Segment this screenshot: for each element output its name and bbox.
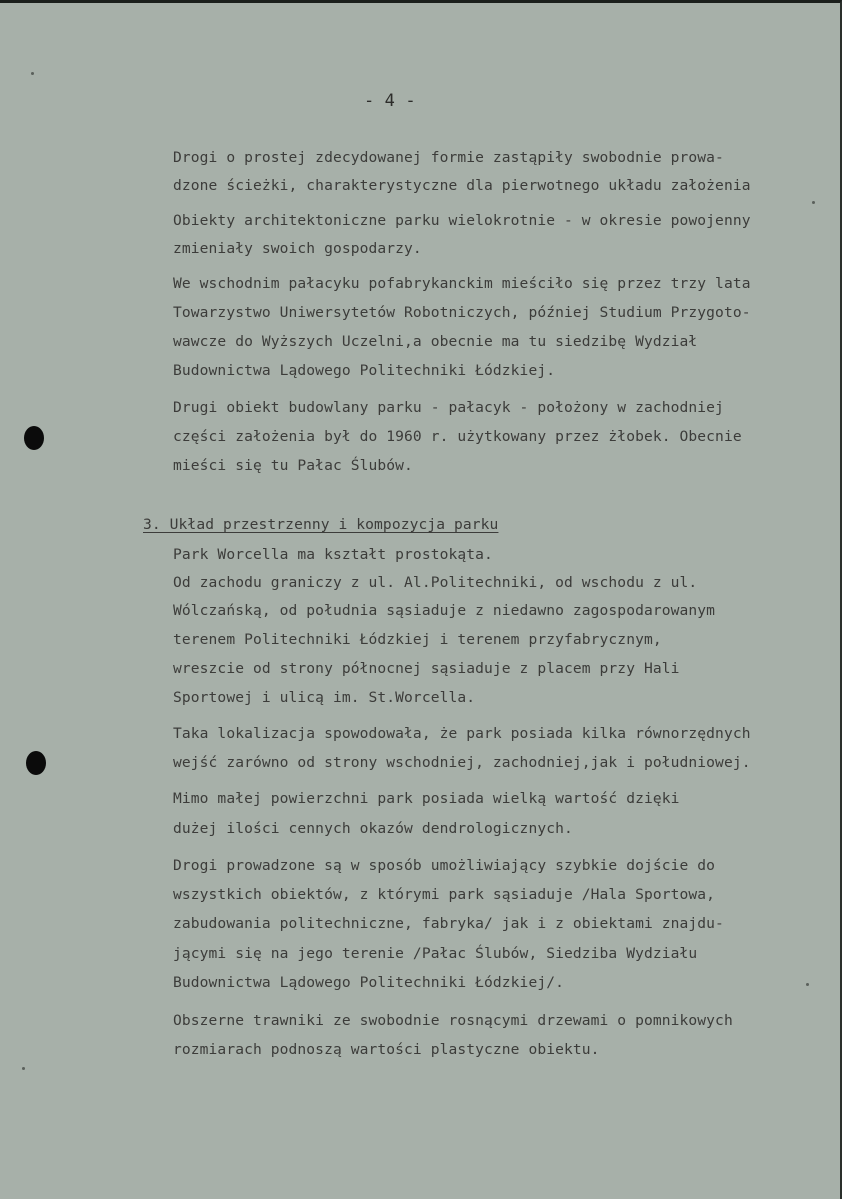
page-number: - 4 - [364,91,416,111]
text-line: Park Worcella ma kształt prostokąta. [173,546,493,563]
paper-speck [806,983,809,986]
text-line: zabudowania politechniczne, fabryka/ jak i z obiektami znajdu- [173,915,724,932]
text-line: terenem Politechniki Łódzkiej i terenem przyfabrycznym, [173,631,662,648]
text-line: mieści się tu Pałac Ślubów. [173,457,413,474]
punch-hole-upper [24,426,44,450]
text-line: dużej ilości cennych okazów dendrologicznych. [173,820,573,837]
punch-hole-lower [26,751,46,775]
text-line: Budownictwa Lądowego Politechniki Łódzkiej. [173,362,556,379]
text-line: wawcze do Wyższych Uczelni,a obecnie ma tu siedzibę Wydział [173,333,698,350]
text-line: części założenia był do 1960 r. użytkowany przez żłobek. Obecnie [173,428,742,445]
text-line: Wólczańską, od południa sąsiaduje z niedawno zagospodarowanym [173,602,716,619]
text-line: wreszcie od strony północnej sąsiaduje z placem przy Hali [173,660,680,677]
text-line: wszystkich obiektów, z którymi park sąsiaduje /Hala Sportowa, [173,886,716,903]
text-line: Drogi prowadzone są w sposób umożliwiający szybkie dojście do [173,857,716,874]
text-line: wejść zarówno od strony wschodniej, zachodniej,jak i południowej. [173,754,751,771]
text-line: We wschodnim pałacyku pofabrykanckim mieściło się przez trzy lata [173,275,751,292]
text-line: dzone ścieżki, charakterystyczne dla pierwotnego układu założenia [173,177,751,194]
text-line: Drogi o prostej zdecydowanej formie zastąpiły swobodnie prowa- [173,149,724,166]
section-heading: 3. Układ przestrzenny i kompozycja parku [143,516,499,533]
paper-speck [22,1067,25,1070]
text-line: Mimo małej powierzchni park posiada wielką wartość dzięki [173,790,680,807]
text-line: Towarzystwo Uniwersytetów Robotniczych, później Studium Przygoto- [173,304,751,321]
paper-speck [812,201,815,204]
text-line: Taka lokalizacja spowodowała, że park posiada kilka równorzędnych [173,725,751,742]
text-line: Obszerne trawniki ze swobodnie rosnącymi drzewami o pomnikowych [173,1012,733,1029]
text-line: rozmiarach podnoszą wartości plastyczne obiektu. [173,1041,600,1058]
text-line: Obiekty architektoniczne parku wielokrotnie - w okresie powojenny [173,212,751,229]
text-line: Sportowej i ulicą im. St.Worcella. [173,689,476,706]
paper-speck [31,72,34,75]
text-line: Drugi obiekt budowlany parku - pałacyk - położony w zachodniej [173,399,724,416]
text-line: zmieniały swoich gospodarzy. [173,240,422,257]
text-line: Od zachodu graniczy z ul. Al.Politechniki, od wschodu z ul. [173,574,698,591]
text-line: jącymi się na jego terenie /Pałac Ślubów, Siedziba Wydziału [173,945,698,962]
text-line: Budownictwa Lądowego Politechniki Łódzkiej/. [173,974,564,991]
